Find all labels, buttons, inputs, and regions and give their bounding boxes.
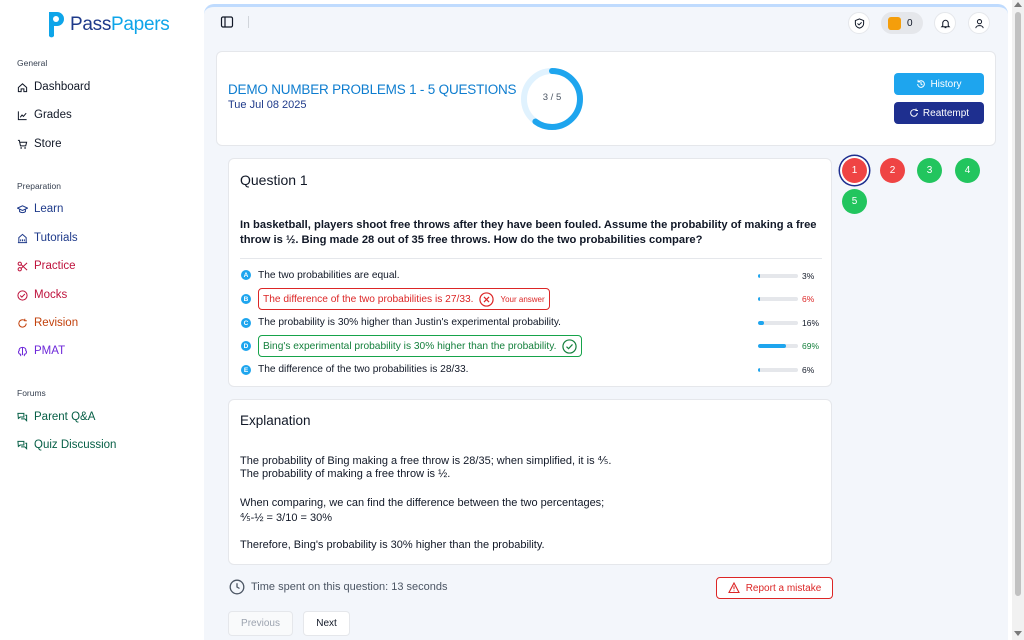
logo-text: PassPapers xyxy=(70,14,170,35)
history-label: History xyxy=(930,78,962,90)
option-b-bar xyxy=(758,297,798,301)
question-nav-label: 5 xyxy=(851,196,858,207)
scissors-icon xyxy=(17,261,28,272)
sidebar-item-label: Tutorials xyxy=(34,232,78,244)
cart-icon xyxy=(17,139,28,150)
explanation-line: The probability of making a free throw is ½. xyxy=(240,468,451,480)
sidebar-item-dashboard[interactable] xyxy=(17,81,90,93)
graduation-cap-icon xyxy=(17,204,28,215)
sidebar-item-quiz-discussion[interactable] xyxy=(17,439,116,451)
option-d-correct-answer xyxy=(258,335,582,357)
nav-section-preparation: Preparation xyxy=(17,181,61,191)
chart-icon xyxy=(17,110,28,121)
check-circle-icon xyxy=(17,290,28,301)
sidebar-item-learn[interactable] xyxy=(17,203,63,215)
sidebar-item-label: Parent Q&A xyxy=(34,411,96,423)
your-answer-tag: Your answer xyxy=(500,294,545,304)
quiz-title: DEMO NUMBER PROBLEMS 1 - 5 QUESTIONS xyxy=(228,82,517,97)
next-button[interactable] xyxy=(303,611,350,636)
sidebar-item-parent-qa[interactable] xyxy=(17,411,95,423)
option-e-bar xyxy=(758,368,798,372)
bell-icon xyxy=(940,18,951,29)
reattempt-button[interactable] xyxy=(894,102,984,124)
option-d-letter: D xyxy=(241,341,251,351)
sidebar-item-label: Learn xyxy=(34,203,64,215)
option-c-percent: 16% xyxy=(802,318,820,328)
quiz-date: Tue Jul 08 2025 xyxy=(228,99,307,111)
history-icon xyxy=(916,79,926,89)
option-d-percent: 69% xyxy=(802,341,820,351)
explanation-line: The probability of Bing making a free throw is 28/35; when simplified, it is ⅘. xyxy=(240,455,612,467)
topbar-divider xyxy=(248,16,249,28)
explanation-heading: Explanation xyxy=(240,413,311,428)
report-mistake-button[interactable] xyxy=(716,577,833,599)
scrollbar-thumb[interactable] xyxy=(1015,12,1021,596)
time-spent-text: Time spent on this question: 13 seconds xyxy=(251,581,448,593)
nav-section-forums: Forums xyxy=(17,388,46,398)
sidebar-item-label: Dashboard xyxy=(34,81,91,93)
sidebar-item-practice[interactable] xyxy=(17,260,76,272)
history-button[interactable] xyxy=(894,73,984,95)
sidebar-item-revision[interactable] xyxy=(17,317,78,329)
chat-icon xyxy=(17,440,28,451)
option-b-wrong-answer xyxy=(258,288,550,310)
option-e-percent: 6% xyxy=(802,365,815,375)
option-b-percent: 6% xyxy=(802,294,815,304)
x-circle-icon xyxy=(479,292,494,307)
question-nav-3[interactable] xyxy=(917,158,942,183)
scroll-down-arrow-icon[interactable] xyxy=(1014,631,1022,636)
sidebar-toggle-icon[interactable] xyxy=(220,15,234,29)
brain-icon xyxy=(17,346,28,357)
option-a-letter: A xyxy=(241,270,251,280)
scroll-up-arrow-icon[interactable] xyxy=(1014,2,1022,7)
sidebar-item-label: Practice xyxy=(34,260,76,272)
sidebar-item-grades[interactable] xyxy=(17,109,72,121)
option-b-bar-fill xyxy=(758,297,760,301)
sidebar-item-label: Revision xyxy=(34,317,79,329)
next-label: Next xyxy=(316,618,337,629)
quiz-header-card xyxy=(216,51,996,146)
rotate-icon xyxy=(17,318,28,329)
sidebar-item-pmat[interactable] xyxy=(17,345,65,357)
sidebar-item-store[interactable] xyxy=(17,138,62,150)
question-nav-4[interactable] xyxy=(955,158,980,183)
question-nav-label: 1 xyxy=(851,165,858,176)
time-spent xyxy=(229,579,448,595)
option-c-text: The probability is 30% higher than Justin's experimental probability. xyxy=(258,317,562,328)
redo-icon xyxy=(909,108,919,118)
option-c-letter: C xyxy=(241,318,251,328)
explanation-line: Therefore, Bing's probability is 30% higher than the probability. xyxy=(240,539,545,551)
logo[interactable] xyxy=(46,10,169,40)
explanation-line: When comparing, we can find the difference between the two percentages; xyxy=(240,497,605,509)
notifications-button[interactable] xyxy=(934,12,956,34)
check-circle-icon xyxy=(562,339,577,354)
question-nav-label: 2 xyxy=(889,165,896,176)
option-a-text: The two probabilities are equal. xyxy=(258,270,400,281)
sidebar-item-label: Mocks xyxy=(34,289,68,301)
explanation-line: ⅘-½ = 3/10 = 30% xyxy=(240,512,332,524)
option-e-text: The difference of the two probabilities is 28/33. xyxy=(258,364,469,375)
question-nav-label: 3 xyxy=(926,165,933,176)
sidebar-item-label: PMAT xyxy=(34,345,66,357)
clock-icon xyxy=(229,579,245,595)
warning-icon xyxy=(728,582,740,594)
coin-count: 0 xyxy=(907,17,913,29)
nav-section-general: General xyxy=(17,58,48,68)
option-d-text: Bing's experimental probability is 30% higher than the probability. xyxy=(263,340,557,352)
sidebar-item-mocks[interactable] xyxy=(17,289,67,301)
option-c-bar xyxy=(758,321,798,325)
coin-balance[interactable] xyxy=(881,12,923,34)
home-icon xyxy=(17,82,28,93)
question-nav-2[interactable] xyxy=(880,158,905,183)
logo-icon xyxy=(46,10,66,40)
option-c-bar-fill xyxy=(758,321,764,325)
score-label: 3 / 5 xyxy=(542,92,562,103)
option-d-bar xyxy=(758,344,798,348)
user-icon xyxy=(974,18,985,29)
sidebar xyxy=(0,0,200,640)
chat-icon xyxy=(17,412,28,423)
question-divider xyxy=(240,258,822,259)
shield-icon xyxy=(854,18,865,29)
previous-label: Previous xyxy=(241,618,280,629)
report-mistake-label: Report a mistake xyxy=(745,582,822,594)
building-icon xyxy=(17,233,28,244)
question-text: In basketball, players shoot free throws after they have been fouled. Assume the probability of making a free throw is ½. Bing made 28 out of 35 free throws. How do the two probabilities compare? xyxy=(240,219,817,246)
option-b-text: The difference of the two probabilities is 27/33. xyxy=(263,293,474,305)
option-d-bar-fill xyxy=(758,344,786,348)
option-e-bar-fill xyxy=(758,368,760,372)
sidebar-item-label: Grades xyxy=(34,109,72,121)
option-a-percent: 3% xyxy=(802,271,815,281)
sidebar-item-tutorials[interactable] xyxy=(17,232,78,244)
sidebar-item-label: Store xyxy=(34,138,62,150)
question-heading: Question 1 xyxy=(240,172,308,188)
question-nav-5[interactable] xyxy=(842,189,867,214)
reattempt-label: Reattempt xyxy=(922,107,970,119)
option-a-bar-fill xyxy=(758,274,760,278)
coin-icon xyxy=(888,17,901,30)
profile-button[interactable] xyxy=(968,12,990,34)
option-e-letter: E xyxy=(241,365,251,375)
question-nav-1[interactable] xyxy=(842,158,867,183)
question-nav-label: 4 xyxy=(964,165,971,176)
option-b-letter: B xyxy=(241,294,251,304)
sidebar-item-label: Quiz Discussion xyxy=(34,439,117,451)
option-a-bar xyxy=(758,274,798,278)
shield-button[interactable] xyxy=(848,12,870,34)
previous-button[interactable] xyxy=(228,611,293,636)
